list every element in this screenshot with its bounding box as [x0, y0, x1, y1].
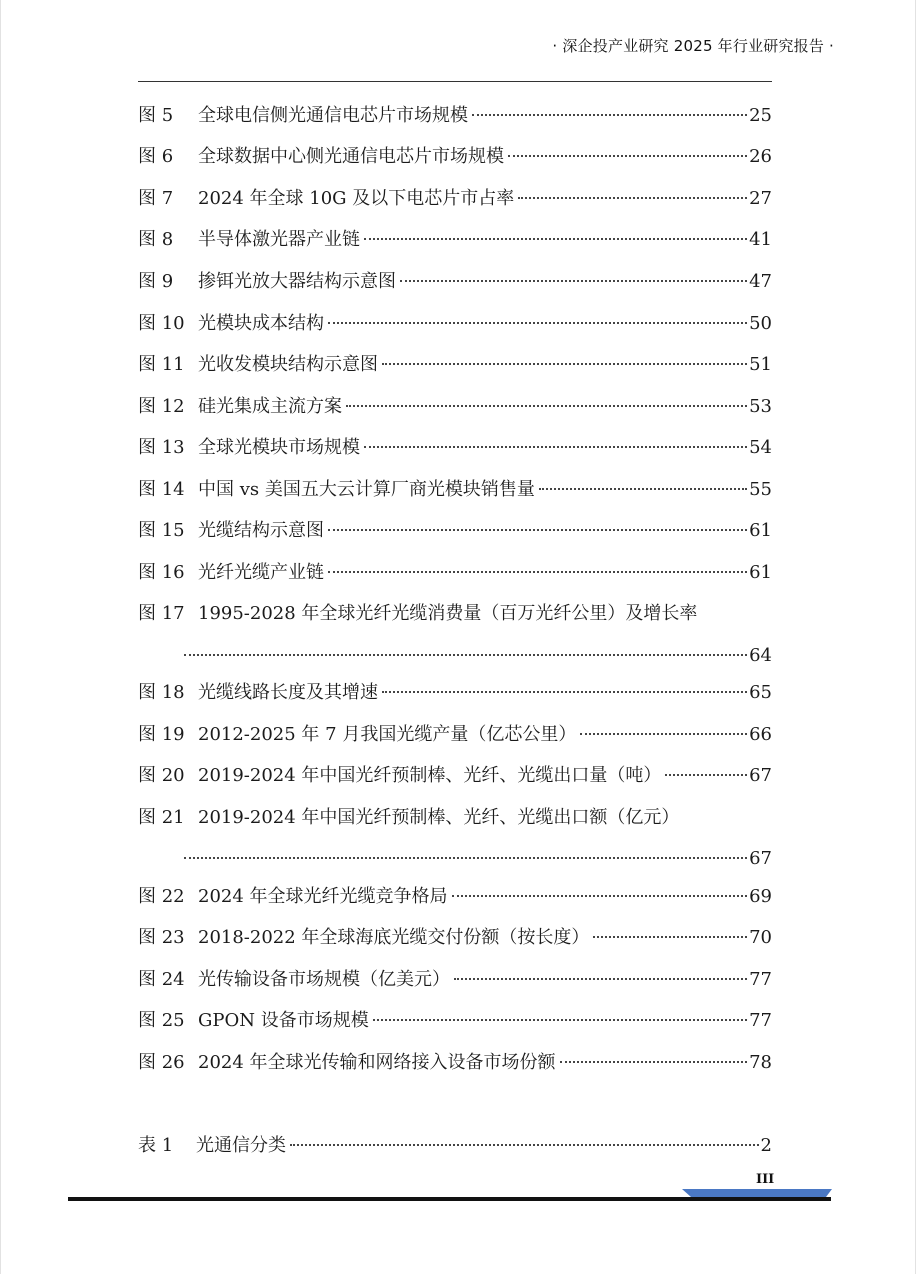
figure-label: 图 25	[138, 1010, 185, 1031]
page-number: 50	[749, 313, 772, 334]
toc-entry[interactable]	[138, 1050, 772, 1076]
figure-title: 2018-2022 年全球海底光缆交付份额（按长度）	[198, 927, 590, 948]
page-number: 67	[749, 765, 772, 786]
figure-label: 图 7	[138, 188, 174, 209]
dot-leader	[508, 155, 747, 157]
figure-label: 图 5	[138, 105, 174, 126]
page-number: 51	[749, 354, 772, 375]
dot-leader	[290, 1144, 759, 1146]
dot-leader	[328, 322, 747, 324]
figure-title: 硅光集成主流方案	[198, 396, 342, 417]
page-header: · 深企投产业研究 2025 年行业研究报告 ·	[552, 37, 834, 55]
dot-leader	[454, 978, 747, 980]
toc-entry[interactable]	[138, 435, 772, 461]
toc-entry[interactable]	[138, 227, 772, 253]
dot-leader	[472, 114, 747, 116]
figure-title: 光传输设备市场规模（亿美元）	[198, 969, 450, 990]
figure-title: 2019-2024 年中国光纤预制棒、光纤、光缆出口额（亿元）	[198, 807, 680, 828]
figure-label: 图 12	[138, 396, 185, 417]
toc-entry[interactable]	[138, 925, 772, 951]
dot-leader	[518, 197, 747, 199]
footer-rule	[68, 1197, 831, 1201]
figure-title: 光纤光缆产业链	[198, 562, 324, 583]
page-number: 25	[749, 105, 772, 126]
figure-title: 光缆线路长度及其增速	[198, 682, 378, 703]
dot-leader	[328, 571, 747, 573]
page-number: 55	[749, 479, 772, 500]
page-number: 65	[749, 682, 772, 703]
figure-label: 图 21	[138, 807, 185, 828]
dot-leader	[364, 446, 747, 448]
dot-leader	[382, 691, 747, 693]
figure-title: 2024 年全球光传输和网络接入设备市场份额	[198, 1052, 556, 1073]
figure-label: 图 22	[138, 886, 185, 907]
page-number: 47	[749, 271, 772, 292]
figure-label: 图 24	[138, 969, 185, 990]
toc-entry[interactable]	[138, 477, 772, 503]
figure-title: 中国 vs 美国五大云计算厂商光模块销售量	[198, 479, 535, 500]
dot-leader	[452, 895, 748, 897]
figure-title: 2012-2025 年 7 月我国光缆产量（亿芯公里）	[198, 724, 577, 745]
figure-label: 图 6	[138, 146, 174, 167]
toc-entry[interactable]	[138, 518, 772, 544]
dot-leader	[382, 363, 747, 365]
figure-title: 2024 年全球光纤光缆竞争格局	[198, 886, 448, 907]
dot-leader	[364, 238, 747, 240]
footer-accent-bar	[682, 1189, 832, 1197]
toc-entry[interactable]	[138, 269, 772, 295]
figure-label: 图 9	[138, 271, 174, 292]
toc-entry[interactable]	[138, 103, 772, 129]
page-number: 78	[749, 1052, 772, 1073]
toc-entry[interactable]	[138, 967, 772, 993]
page-number: 54	[749, 437, 772, 458]
dot-leader	[560, 1061, 748, 1063]
toc-entry-continuation[interactable]	[184, 643, 772, 669]
toc-entry[interactable]	[138, 884, 772, 910]
toc-entry[interactable]	[138, 722, 772, 748]
figure-title: 光模块成本结构	[198, 313, 324, 334]
dot-leader	[328, 529, 747, 531]
toc-entry[interactable]	[138, 394, 772, 420]
page-number: 26	[749, 146, 772, 167]
figure-title: 2024 年全球 10G 及以下电芯片市占率	[198, 188, 515, 209]
toc-entry[interactable]	[138, 186, 772, 212]
toc-entry[interactable]	[138, 311, 772, 337]
toc-entry[interactable]	[138, 352, 772, 378]
figure-title: 2019-2024 年中国光纤预制棒、光纤、光缆出口量（吨）	[198, 765, 662, 786]
figure-title: 光缆结构示意图	[198, 520, 324, 541]
dot-leader	[184, 857, 747, 859]
dot-leader	[184, 654, 747, 656]
figure-title: GPON 设备市场规模	[198, 1010, 369, 1031]
figure-label: 图 16	[138, 562, 185, 583]
figure-title: 1995-2028 年全球光纤光缆消费量（百万光纤公里）及增长率	[198, 603, 698, 624]
page-number: 27	[749, 188, 772, 209]
dot-leader	[539, 488, 747, 490]
figure-label: 图 19	[138, 724, 185, 745]
footer-page-number: III	[756, 1172, 775, 1187]
toc-entry-continuation[interactable]	[184, 846, 772, 872]
dot-leader	[580, 733, 747, 735]
figure-title: 半导体激光器产业链	[198, 229, 360, 250]
page-number: 69	[749, 886, 772, 907]
toc-entry[interactable]	[138, 805, 772, 831]
figure-label: 图 10	[138, 313, 185, 334]
figure-title: 光收发模块结构示意图	[198, 354, 378, 375]
toc-entry[interactable]	[138, 763, 772, 789]
toc-table-entry[interactable]	[138, 1133, 772, 1159]
page-number: 53	[749, 396, 772, 417]
dot-leader	[373, 1019, 747, 1021]
figure-label: 图 23	[138, 927, 185, 948]
figure-label: 图 14	[138, 479, 185, 500]
figure-label: 图 26	[138, 1052, 185, 1073]
table-title: 光通信分类	[196, 1135, 286, 1156]
page-number: 77	[749, 1010, 772, 1031]
page-number: 61	[749, 562, 772, 583]
dot-leader	[665, 774, 747, 776]
figure-title: 全球数据中心侧光通信电芯片市场规模	[198, 146, 504, 167]
page-number: 2	[760, 1135, 772, 1156]
figure-title: 掺铒光放大器结构示意图	[198, 271, 396, 292]
page-number: 70	[749, 927, 772, 948]
figure-list	[138, 0, 775, 1274]
figure-label: 图 8	[138, 229, 174, 250]
dot-leader	[346, 405, 747, 407]
page-number: 66	[749, 724, 772, 745]
figure-label: 图 11	[138, 354, 185, 375]
toc-entry[interactable]	[138, 1008, 772, 1034]
page-number: 77	[749, 969, 772, 990]
figure-title: 全球电信侧光通信电芯片市场规模	[198, 105, 468, 126]
dot-leader	[593, 936, 747, 938]
toc-entry[interactable]	[138, 560, 772, 586]
figure-label: 图 20	[138, 765, 185, 786]
page-number: 41	[749, 229, 772, 250]
page-number: 61	[749, 520, 772, 541]
toc-entry[interactable]	[138, 601, 772, 627]
dot-leader	[400, 280, 747, 282]
figure-label: 图 15	[138, 520, 185, 541]
page-number: 64	[749, 645, 772, 666]
figure-title: 全球光模块市场规模	[198, 437, 360, 458]
toc-entry[interactable]	[138, 144, 772, 170]
toc-entry[interactable]	[138, 680, 772, 706]
table-label: 表 1	[138, 1135, 174, 1156]
page-number: 67	[749, 848, 772, 869]
figure-label: 图 18	[138, 682, 185, 703]
figure-label: 图 17	[138, 603, 185, 624]
figure-label: 图 13	[138, 437, 185, 458]
